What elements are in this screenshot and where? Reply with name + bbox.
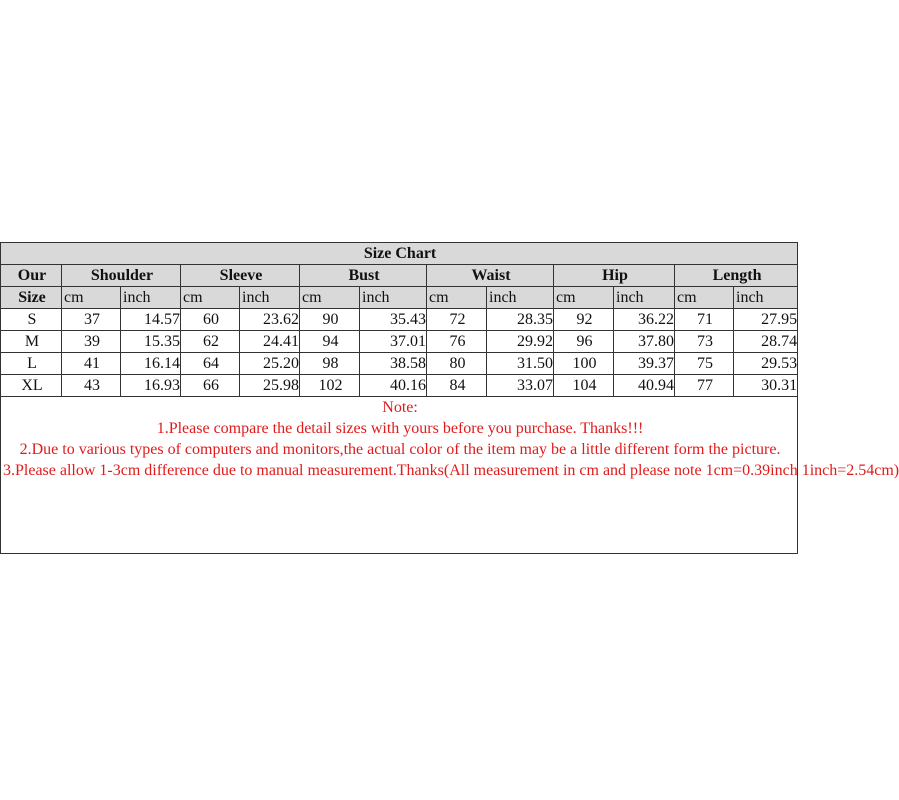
value-cell: 24.41 <box>240 331 300 353</box>
unit-cm: cm <box>675 287 734 309</box>
unit-cm: cm <box>300 287 360 309</box>
value-cell: 37.80 <box>614 331 675 353</box>
unit-cm: cm <box>427 287 487 309</box>
unit-cm: cm <box>62 287 121 309</box>
unit-inch: inch <box>121 287 181 309</box>
value-cell: 76 <box>427 331 487 353</box>
value-cell: 72 <box>427 309 487 331</box>
size-row <box>1 309 798 331</box>
group-bust: Bust <box>300 265 427 287</box>
value-cell: 40.94 <box>614 375 675 397</box>
value-cell: 29.92 <box>487 331 554 353</box>
value-cell: 28.35 <box>487 309 554 331</box>
group-length: Length <box>675 265 798 287</box>
group-shoulder: Shoulder <box>62 265 181 287</box>
value-cell: 77 <box>675 375 734 397</box>
value-cell: 29.53 <box>734 353 798 375</box>
value-cell: 23.62 <box>240 309 300 331</box>
size-cell: L <box>1 353 62 375</box>
note-row <box>1 397 798 554</box>
value-cell: 66 <box>181 375 240 397</box>
value-cell: 39 <box>62 331 121 353</box>
value-cell: 14.57 <box>121 309 181 331</box>
value-cell: 94 <box>300 331 360 353</box>
value-cell: 25.20 <box>240 353 300 375</box>
value-cell: 62 <box>181 331 240 353</box>
value-cell: 64 <box>181 353 240 375</box>
value-cell: 96 <box>554 331 614 353</box>
value-cell: 60 <box>181 309 240 331</box>
value-cell: 38.58 <box>360 353 427 375</box>
value-cell: 27.95 <box>734 309 798 331</box>
value-cell: 35.43 <box>360 309 427 331</box>
unit-cm: cm <box>181 287 240 309</box>
size-label-bottom: Size <box>1 287 62 309</box>
value-cell: 80 <box>427 353 487 375</box>
note-line-3: 3.Please allow 1-3cm difference due to manual measurement.Thanks(All measurement in cm and please note 1cm=0.39inch 1inch=2.54cm) <box>3 462 899 479</box>
value-cell: 25.98 <box>240 375 300 397</box>
value-cell: 15.35 <box>121 331 181 353</box>
value-cell: 43 <box>62 375 121 397</box>
value-cell: 40.16 <box>360 375 427 397</box>
unit-inch: inch <box>487 287 554 309</box>
size-chart <box>0 242 899 559</box>
value-cell: 41 <box>62 353 121 375</box>
value-cell: 90 <box>300 309 360 331</box>
value-cell: 37 <box>62 309 121 331</box>
value-cell: 16.14 <box>121 353 181 375</box>
size-chart-table <box>0 242 899 554</box>
group-waist: Waist <box>427 265 554 287</box>
value-cell: 92 <box>554 309 614 331</box>
value-cell: 71 <box>675 309 734 331</box>
value-cell: 102 <box>300 375 360 397</box>
size-row <box>1 375 798 397</box>
note-heading: Note: <box>382 399 418 416</box>
value-cell: 98 <box>300 353 360 375</box>
value-cell: 100 <box>554 353 614 375</box>
note-block <box>1 397 899 554</box>
value-cell: 33.07 <box>487 375 554 397</box>
value-cell: 31.50 <box>487 353 554 375</box>
value-cell: 36.22 <box>614 309 675 331</box>
group-sleeve: Sleeve <box>181 265 300 287</box>
unit-inch: inch <box>734 287 798 309</box>
note-line-1: 1.Please compare the detail sizes with yours before you purchase. Thanks!!! <box>156 420 644 437</box>
value-cell: 84 <box>427 375 487 397</box>
value-cell: 28.74 <box>734 331 798 353</box>
group-hip: Hip <box>554 265 675 287</box>
chart-title: Size Chart <box>1 243 798 265</box>
value-cell: 39.37 <box>614 353 675 375</box>
note-line-2: 2.Due to various types of computers and monitors,the actual color of the item may be a little different form the picture. <box>19 441 781 458</box>
unit-inch: inch <box>240 287 300 309</box>
size-label-top: Our <box>1 265 62 287</box>
value-cell: 30.31 <box>734 375 798 397</box>
value-cell: 16.93 <box>121 375 181 397</box>
value-cell: 73 <box>675 331 734 353</box>
unit-cm: cm <box>554 287 614 309</box>
size-cell: XL <box>1 375 62 397</box>
value-cell: 75 <box>675 353 734 375</box>
value-cell: 37.01 <box>360 331 427 353</box>
size-cell: S <box>1 309 62 331</box>
unit-inch: inch <box>614 287 675 309</box>
size-row <box>1 331 798 353</box>
size-row <box>1 353 798 375</box>
value-cell: 104 <box>554 375 614 397</box>
unit-inch: inch <box>360 287 427 309</box>
size-cell: M <box>1 331 62 353</box>
